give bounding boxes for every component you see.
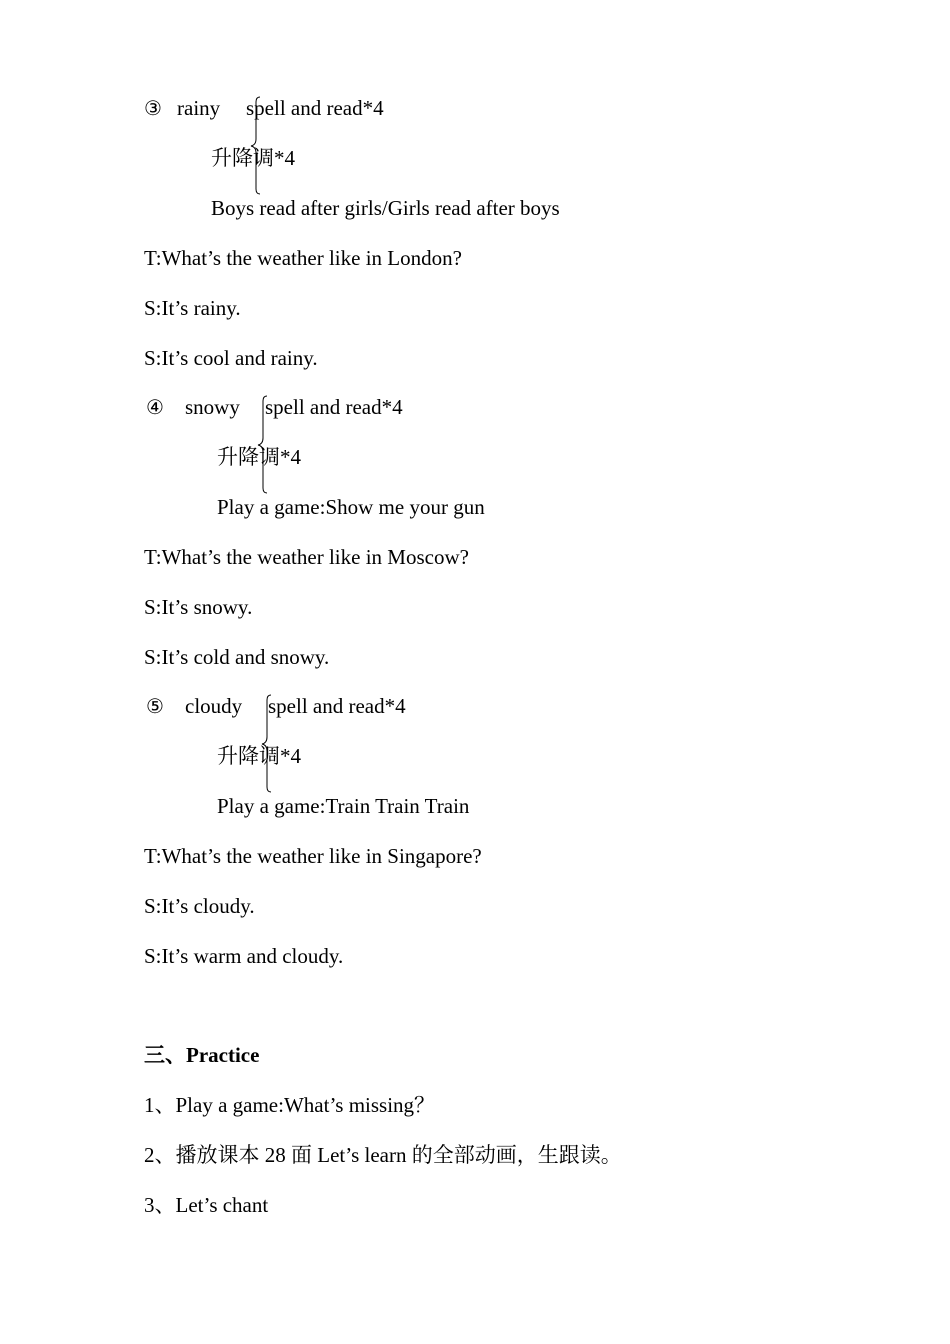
- student-answer-cool-rainy: S:It’s cool and rainy.: [144, 346, 318, 370]
- activity-intonation: 升降调*4: [211, 146, 295, 170]
- activity-boys-girls: Boys read after girls/Girls read after boys: [211, 196, 560, 220]
- vocab-word-cloudy: cloudy: [185, 694, 243, 718]
- practice-item-2: 2、播放课本 28 面 Let’s learn 的全部动画，生跟读。: [144, 1143, 622, 1167]
- teacher-question-london: T:What’s the weather like in London?: [144, 246, 462, 270]
- step-marker-5: ⑤: [146, 694, 164, 718]
- practice-heading: 三、Practice: [144, 1043, 260, 1067]
- student-answer-cold-snowy: S:It’s cold and snowy.: [144, 645, 330, 669]
- activity-spell-read: spell and read*4: [268, 694, 406, 718]
- activity-intonation: 升降调*4: [217, 445, 301, 469]
- activity-intonation: 升降调*4: [217, 744, 301, 768]
- student-answer-cloudy: S:It’s cloudy.: [144, 894, 255, 918]
- activity-game-train: Play a game:Train Train Train: [217, 794, 470, 818]
- vocab-word-rainy: rainy: [177, 96, 221, 120]
- student-answer-warm-cloudy: S:It’s warm and cloudy.: [144, 944, 344, 968]
- vocab-word-snowy: snowy: [185, 395, 240, 419]
- step-marker-4: ④: [146, 395, 164, 419]
- practice-item-3: 3、Let’s chant: [144, 1193, 269, 1217]
- teacher-question-moscow: T:What’s the weather like in Moscow?: [144, 545, 469, 569]
- student-answer-rainy: S:It’s rainy.: [144, 296, 241, 320]
- student-answer-snowy: S:It’s snowy.: [144, 595, 253, 619]
- activity-game-gun: Play a game:Show me your gun: [217, 495, 485, 519]
- step-marker-3: ③: [144, 96, 162, 120]
- activity-spell-read: spell and read*4: [265, 395, 403, 419]
- practice-item-1: 1、Play a game:What’s missing？: [144, 1093, 436, 1117]
- activity-spell-read: spell and read*4: [246, 96, 384, 120]
- teacher-question-singapore: T:What’s the weather like in Singapore?: [144, 844, 482, 868]
